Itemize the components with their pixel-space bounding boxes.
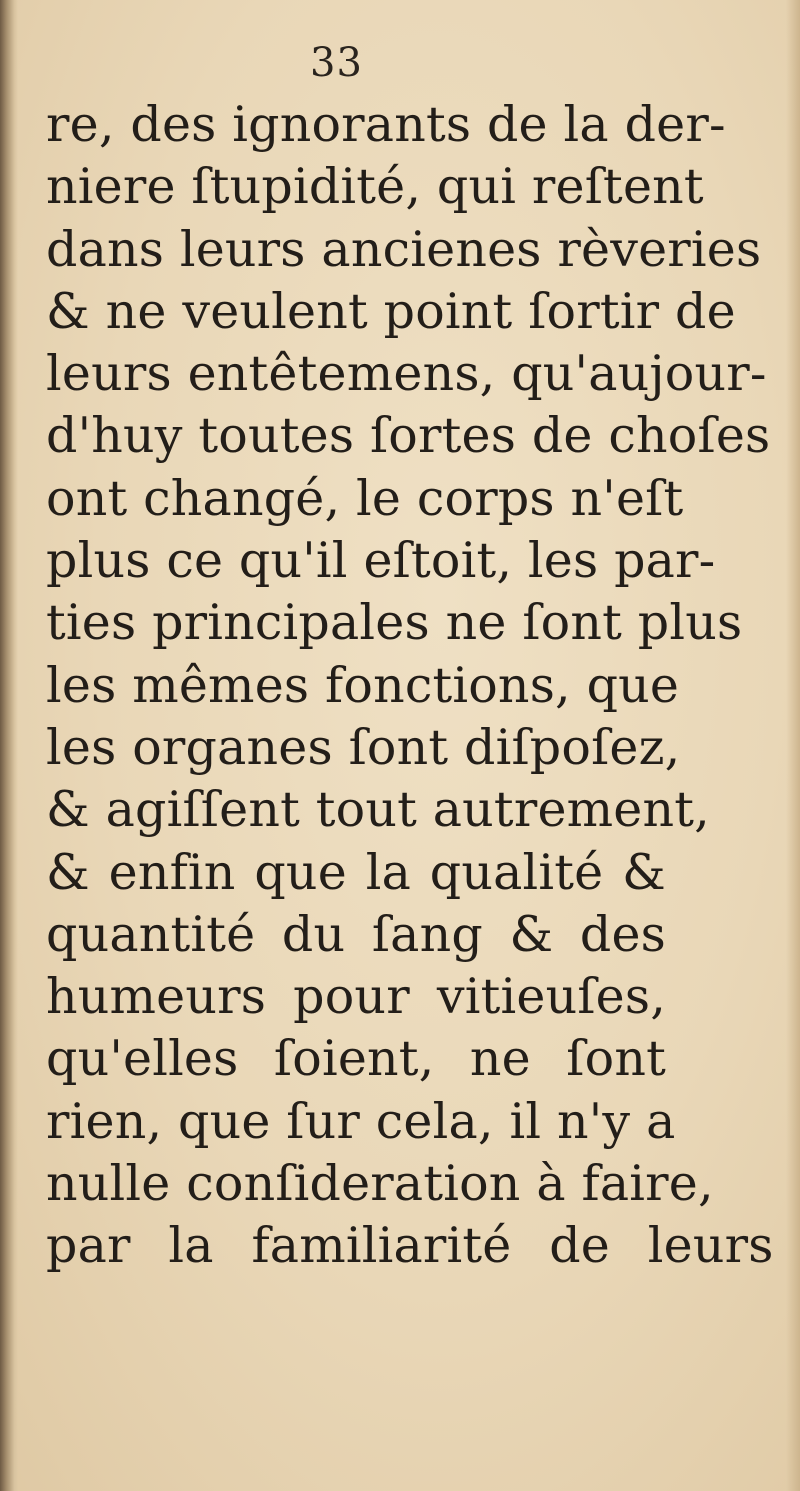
text-line: niere ſtupidité, qui reſtent (46, 158, 704, 216)
text-line: les organes ſont diſpoſez, (46, 718, 681, 776)
text-line: ont changé, le corps n'eſt (46, 469, 684, 527)
text-line: quantité du ſang & des (46, 905, 666, 963)
text-line: nulle conſideration à faire, (46, 1155, 714, 1213)
text-line: dans leurs ancienes rèveries (46, 220, 762, 278)
text-line: plus ce qu'il eſtoit, les par- (46, 532, 716, 590)
text-line: & enfin que la qualité & (46, 843, 666, 901)
text-line: re, des ignorants de la der- (46, 96, 726, 153)
page-binding-shadow (0, 0, 18, 1491)
page-number: 33 (310, 40, 363, 86)
text-line: leurs entêtemens, qu'aujour- (46, 345, 767, 403)
text-line: les mêmes fonctions, que (46, 656, 680, 714)
text-line: ties principales ne ſont plus (46, 594, 743, 652)
body-text (46, 94, 774, 1278)
text-line: & agiſſent tout autrement, (46, 781, 710, 839)
text-line: & ne veulent point ſortir de (46, 282, 736, 340)
text-line: humeurs pour vitieuſes, (46, 968, 666, 1026)
text-line: par la familiarité de leurs (46, 1217, 774, 1275)
text-line: qu'elles ſoient, ne ſont (46, 1030, 666, 1088)
page-edge-shadow (786, 0, 800, 1491)
text-line: d'huy toutes ſortes de choſes (46, 407, 771, 465)
text-line: rien, que ſur cela, il n'y a (46, 1092, 676, 1150)
